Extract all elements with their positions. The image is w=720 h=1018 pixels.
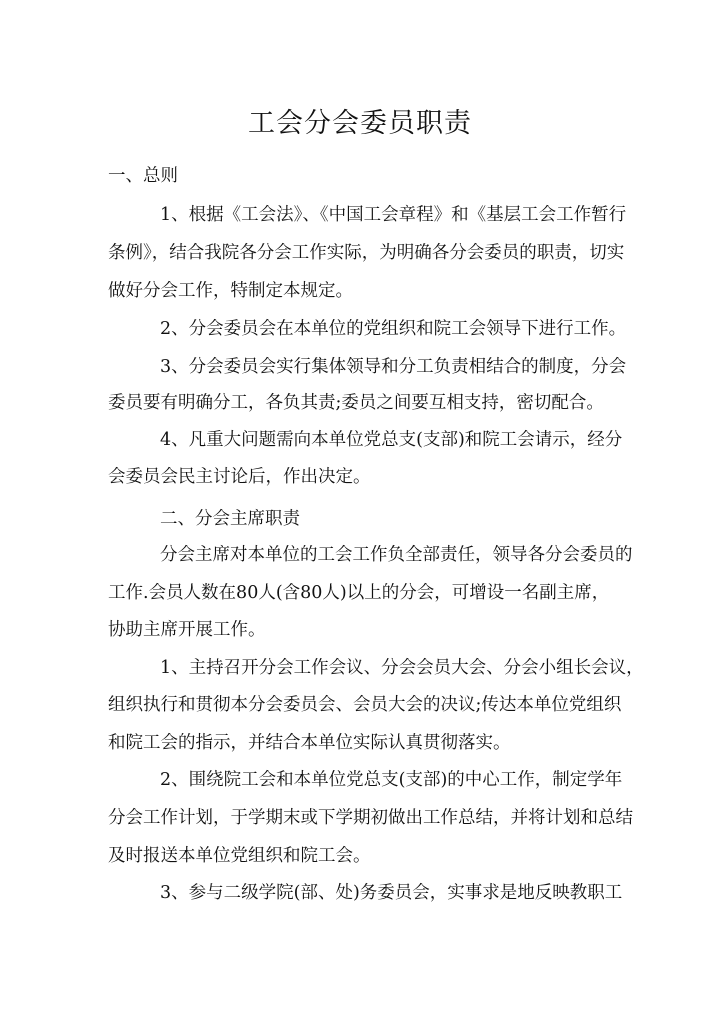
paragraph-line: 2、分会委员会在本单位的党组织和院工会领导下进行工作。	[160, 319, 627, 339]
paragraph-line: 3、参与二级学院(部、处)务委员会，实事求是地反映教职工	[160, 883, 623, 903]
paragraph-line: 分会主席对本单位的工会工作负全部责任，领导各分会委员的	[160, 545, 633, 565]
paragraph-line: 条例》，结合我院各分会工作实际，为明确各分会委员的职责，切实	[108, 243, 625, 263]
paragraph-line: 1、主持召开分会工作会议、分会会员大会、分会小组长会议，	[160, 658, 644, 678]
section-heading-chair: 二、分会主席职责	[160, 509, 300, 529]
paragraph-line: 4、凡重大问题需向本单位党总支(支部)和院工会请示，经分	[160, 430, 623, 450]
paragraph-line: 会委员会民主讨论后，作出决定。	[108, 467, 371, 487]
paragraph-line: 及时报送本单位党组织和院工会。	[108, 846, 371, 866]
paragraph-line: 协助主席开展工作。	[108, 620, 266, 640]
paragraph-line: 委员要有明确分工，各负其责;委员之间要互相支持，密切配合。	[108, 393, 604, 413]
section-heading-general: 一、总则	[108, 166, 178, 186]
paragraph-line: 做好分会工作，特制定本规定。	[108, 281, 353, 301]
paragraph-line: 组织执行和贯彻本分会委员会、会员大会的决议;传达本单位党组织	[108, 695, 622, 715]
paragraph-line: 2、围绕院工会和本单位党总支(支部)的中心工作，制定学年	[160, 770, 623, 790]
paragraph-line: 1、根据《工会法》、《中国工会章程》和《基层工会工作暂行	[160, 205, 627, 225]
paragraph-line: 3、分会委员会实行集体领导和分工负责相结合的制度，分会	[160, 357, 627, 377]
paragraph-line: 工作.会员人数在80人(含80人)以上的分会，可增设一名副主席，	[108, 583, 610, 603]
paragraph-line: 分会工作计划，于学期末或下学期初做出工作总结，并将计划和总结	[108, 808, 633, 828]
paragraph-line: 和院工会的指示，并结合本单位实际认真贯彻落实。	[108, 733, 511, 753]
document-title: 工会分会委员职责	[248, 108, 472, 139]
